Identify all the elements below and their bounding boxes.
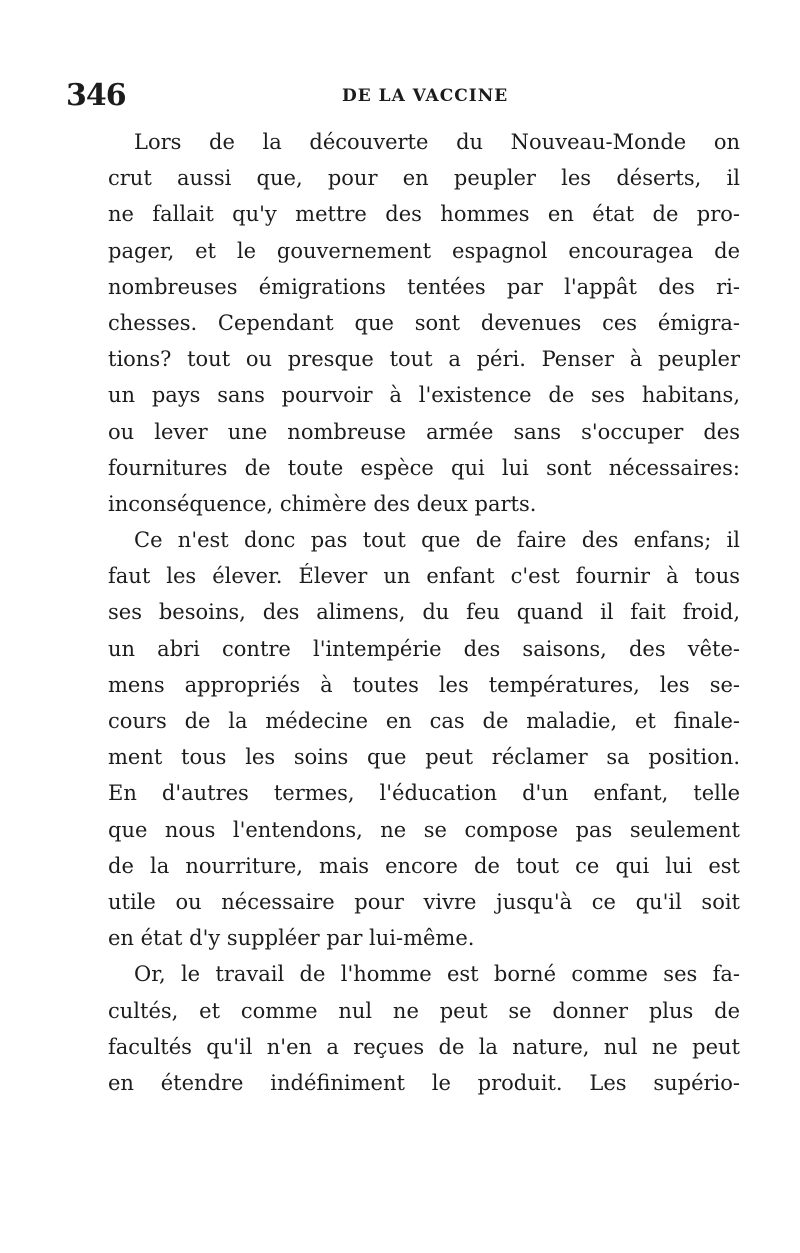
text-line: un pays sans pourvoir à l'existence de ses habitans, (108, 383, 740, 408)
text-line: pager, et le gouvernement espagnol encouragea de (108, 238, 740, 263)
text-line: nombreuses émigrations tentées par l'appât des ri- (108, 274, 740, 299)
text-line: fournitures de toute espèce qui lui sont nécessaires: (108, 455, 740, 480)
text-line: ou lever une nombreuse armée sans s'occuper des (108, 419, 740, 444)
text-line: facultés qu'il n'en a reçues de la nature, nul ne peut (108, 1034, 740, 1059)
text-line: en état d'y suppléer par lui-même. (108, 926, 475, 951)
text-line: faut les élever. Élever un enfant c'est fournir à tous (108, 564, 740, 589)
page-number: 346 (66, 78, 126, 113)
text-line: ses besoins, des alimens, du feu quand il fait froid, (108, 600, 740, 625)
text-line: mens appropriés à toutes les températures, les se- (108, 672, 740, 697)
text-line: crut aussi que, pour en peupler les déserts, il (108, 166, 740, 191)
text-line: tions? tout ou presque tout a péri. Penser à peupler (108, 347, 740, 372)
text-line: utile ou nécessaire pour vivre jusqu'à ce qu'il soit (108, 889, 740, 914)
text-line: de la nourriture, mais encore de tout ce qui lui est (108, 853, 740, 878)
text-line: cours de la médecine en cas de maladie, et finale- (108, 709, 740, 733)
text-line: en étendre indéfiniment le produit. Les supério- (108, 1070, 740, 1095)
text-line: cultés, et comme nul ne peut se donner plus de (108, 998, 740, 1023)
text-line: ment tous les soins que peut réclamer sa position. (108, 745, 740, 770)
text-line: chesses. Cependant que sont devenues ces émigra- (108, 310, 740, 335)
running-title: DE LA VACCINE (342, 86, 509, 106)
text-line: un abri contre l'intempérie des saisons, des vête- (108, 636, 740, 661)
text-line: ne fallait qu'y mettre des hommes en état de pro- (108, 202, 740, 227)
text-line: Ce n'est donc pas tout que de faire des enfans; il (134, 528, 740, 553)
body-text (108, 124, 740, 1101)
text-line: inconséquence, chimère des deux parts. (108, 491, 537, 516)
text-line: que nous l'entendons, ne se compose pas seulement (108, 817, 740, 842)
text-line: En d'autres termes, l'éducation d'un enfant, telle (108, 781, 740, 806)
text-line: Lors de la découverte du Nouveau-Monde on (134, 130, 740, 154)
page-header (66, 78, 666, 118)
text-line: Or, le travail de l'homme est borné comme ses fa- (134, 962, 740, 987)
